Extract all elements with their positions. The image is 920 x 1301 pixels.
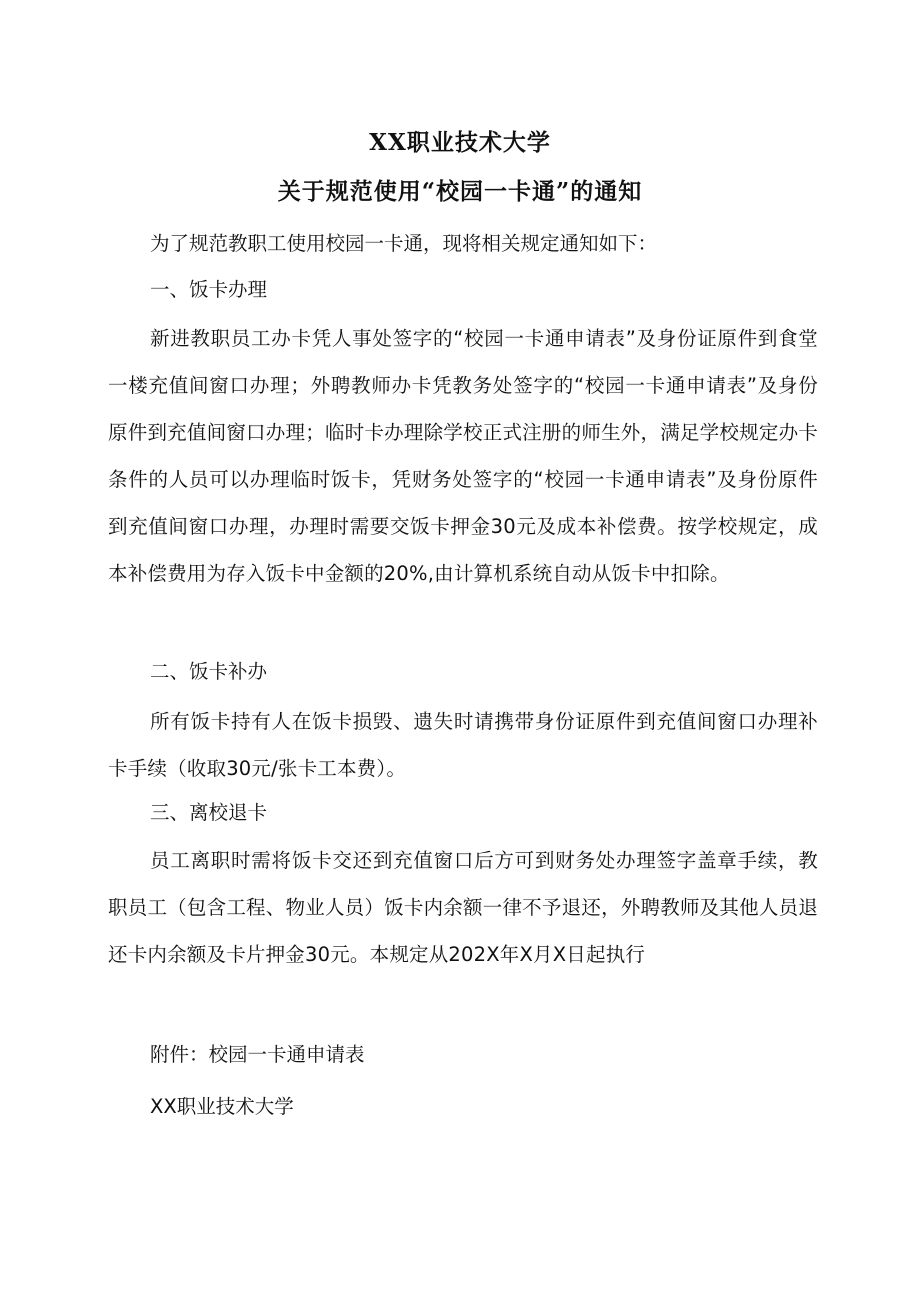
intro-paragraph: 为了规范教职工使用校园一卡通，现将相关规定通知如下：	[150, 232, 658, 255]
section-heading-card-replacement: 二、饭卡补办	[150, 660, 268, 683]
document-title-institution: XX职业技术大学	[369, 129, 551, 156]
section-body-card-replacement: 所有饭卡持有人在饭卡损毁、遗失时请携带身份证原件到充值间窗口办理补卡手续（收取30元/张卡工本费）。	[108, 710, 818, 781]
issuer-signature: XX职业技术大学	[150, 1095, 294, 1118]
section-heading-card-application: 一、饭卡办理	[150, 278, 268, 301]
attachment-note: 附件：校园一卡通申请表	[150, 1043, 365, 1066]
document-title-subject: 关于规范使用“校园一卡通”的通知	[277, 178, 643, 205]
section-body-card-application: 新进教职员工办卡凭人事处签字的“校园一卡通申请表”及身份证原件到食堂一楼充值间窗口办理；外聘教师办卡凭教务处签字的“校园一卡通申请表”及身份原件到充值间窗口办理；临时卡办理除学校正式注册的师生外，满足学校规定办卡条件的人员可以办理临时饭卡，凭财务处签字的“校园一卡通申请表”及身份原件到充值间窗口办理，办理时需要交饭卡押金30元及成本补偿费。按学校规定，成本补偿费用为存入饭卡中金额的20%,由计算机系统自动从饭卡中扣除。	[108, 327, 818, 586]
section-body-card-return: 员工离职时需将饭卡交还到充值窗口后方可到财务处办理签字盖章手续，教职员工（包含工程、物业人员）饭卡内余额一律不予退还，外聘教师及其他人员退还卡内余额及卡片押金30元。本规定从202X年X月X日起执行	[108, 849, 818, 967]
section-heading-card-return: 三、离校退卡	[150, 801, 268, 824]
